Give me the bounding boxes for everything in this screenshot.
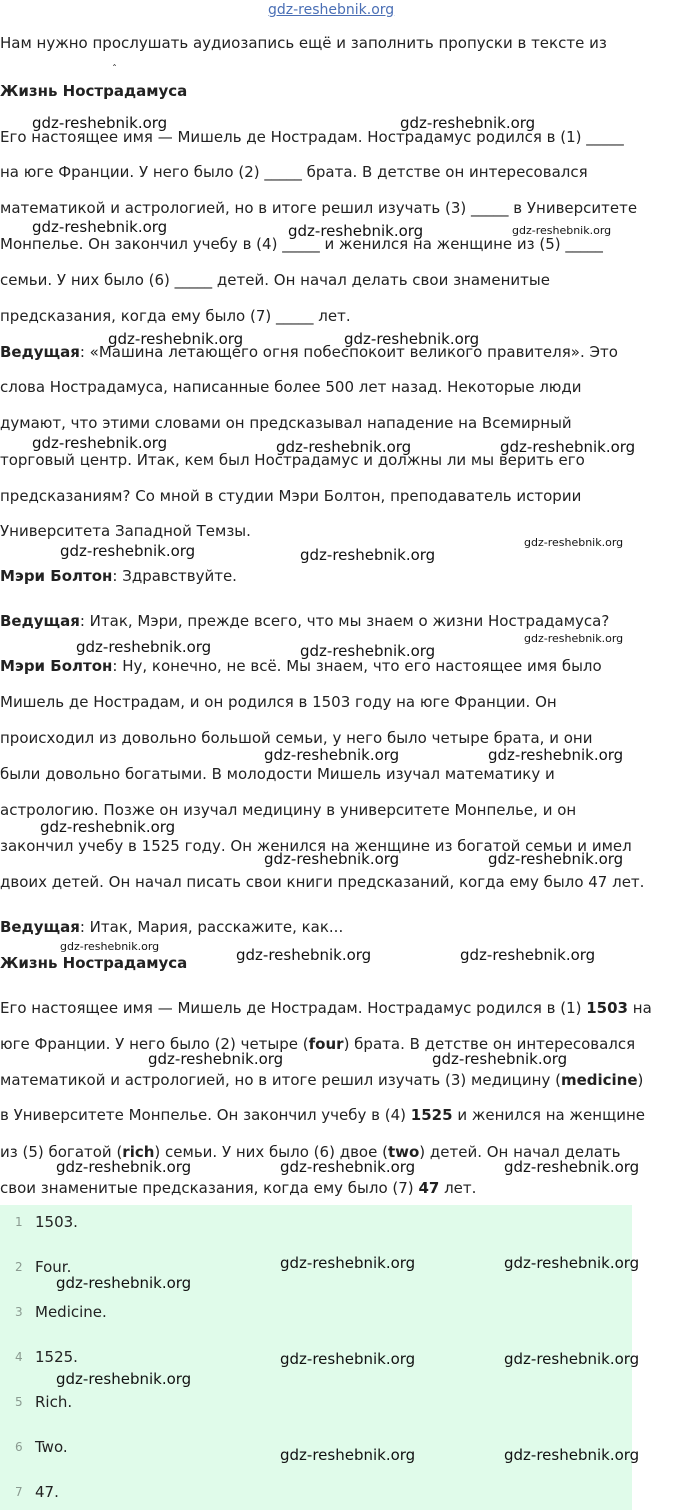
answer-text: Two. — [35, 1438, 68, 1456]
filled-answer: 47 — [418, 1179, 440, 1197]
watermark: gdz-reshebnik.org — [60, 542, 196, 560]
transcript-line: торговый центр. Итак, кем был Нострадамус и должны ли мы верить его — [0, 451, 585, 469]
watermark: gdz-reshebnik.org — [500, 438, 636, 456]
watermark: gdz-reshebnik.org — [76, 638, 212, 656]
watermark: gdz-reshebnik.org — [280, 1254, 416, 1272]
watermark: gdz-reshebnik.org — [400, 114, 536, 132]
watermark: gdz-reshebnik.org — [512, 224, 612, 237]
watermark: gdz-reshebnik.org — [108, 330, 244, 348]
transcript-line: думают, что этими словами он предсказывал нападение на Всемирный — [0, 414, 572, 432]
watermark: gdz-reshebnik.org — [56, 1274, 192, 1292]
watermark: gdz-reshebnik.org — [40, 818, 176, 836]
watermark: gdz-reshebnik.org — [60, 940, 160, 953]
filled-text-line: Его настоящее имя — Мишель де Нострадам. Нострадамус родился в (1) 1503 на — [0, 999, 652, 1017]
watermark: gdz-reshebnik.org — [504, 1158, 640, 1176]
watermark: gdz-reshebnik.org — [32, 218, 168, 236]
watermark: gdz-reshebnik.org — [264, 746, 400, 764]
transcript-line — [0, 918, 343, 936]
watermark: gdz-reshebnik.org — [56, 1370, 192, 1388]
watermark: gdz-reshebnik.org — [432, 1050, 568, 1068]
filled-text-line: в Университете Монпелье. Он закончил учебу в (4) 1525 и женился на женщине — [0, 1106, 645, 1124]
watermark-top[interactable]: gdz-reshebnik.org — [268, 2, 395, 18]
answer-number: 6 — [15, 1440, 23, 1454]
transcript-line: Мишель де Нострадам, и он родился в 1503 году на юге Франции. Он — [0, 693, 557, 711]
answer-number: 4 — [15, 1350, 23, 1364]
watermark: gdz-reshebnik.org — [288, 222, 424, 240]
watermark: gdz-reshebnik.org — [300, 642, 436, 660]
caret-mark: ˆ — [112, 64, 117, 75]
transcript-line: Университета Западной Темзы. — [0, 522, 251, 540]
gap-text-line: математикой и астрологией, но в итоге решил изучать (3) _____ в Университете — [0, 199, 638, 217]
transcript-line — [0, 612, 609, 630]
speech-text: : Итак, Мария, расскажите, как... — [79, 918, 344, 936]
filled-answer: medicine — [560, 1071, 638, 1089]
watermark: gdz-reshebnik.org — [56, 1158, 192, 1176]
answer-text: 1525. — [35, 1348, 78, 1366]
watermark: gdz-reshebnik.org — [276, 438, 412, 456]
filled-text-line: свои знаменитые предсказания, когда ему было (7) 47 лет. — [0, 1179, 477, 1197]
watermark: gdz-reshebnik.org — [280, 1350, 416, 1368]
transcript-line: слова Нострадамуса, написанные более 500 лет назад. Некоторые люди — [0, 378, 582, 396]
watermark: gdz-reshebnik.org — [236, 946, 372, 964]
transcript-line: астрологию. Позже он изучал медицину в университете Монпелье, и он — [0, 801, 577, 819]
watermark: gdz-reshebnik.org — [344, 330, 480, 348]
filled-text-line: математикой и астрологией, но в итоге решил изучать (3) медицину (medicine) — [0, 1071, 644, 1089]
filled-answer: 1525 — [410, 1106, 453, 1124]
answer-text: Medicine. — [35, 1303, 107, 1321]
speaker-guest: Мэри Болтон — [0, 657, 113, 675]
speech-text: : Здравствуйте. — [112, 567, 237, 585]
watermark: gdz-reshebnik.org — [264, 850, 400, 868]
filled-text-line: из (5) богатой (rich) семьи. У них было (6) двое (two) детей. Он начал делать — [0, 1143, 621, 1161]
gap-text-line: на юге Франции. У него было (2) _____ брата. В детстве он интересовался — [0, 163, 588, 181]
transcript-line: происходил из довольно большой семьи, у него было четыре брата, и они — [0, 729, 593, 747]
watermark: gdz-reshebnik.org — [488, 746, 624, 764]
answer-number: 5 — [15, 1395, 23, 1409]
answer-number: 1 — [15, 1215, 23, 1229]
watermark: gdz-reshebnik.org — [32, 434, 168, 452]
speaker-host: Ведущая — [0, 918, 80, 936]
watermark: gdz-reshebnik.org — [280, 1446, 416, 1464]
filled-answer: four — [308, 1035, 344, 1053]
filled-text-heading: Жизнь Нострадамуса — [0, 954, 188, 972]
watermark: gdz-reshebnik.org — [504, 1446, 640, 1464]
watermark: gdz-reshebnik.org — [524, 632, 624, 645]
transcript-line: двоих детей. Он начал писать свои книги предсказаний, когда ему было 47 лет. — [0, 873, 645, 891]
transcript-line — [0, 343, 618, 361]
gap-text-line: Монпелье. Он закончил учебу в (4) _____ и женился на женщине из (5) _____ — [0, 235, 603, 253]
speaker-host: Ведущая — [0, 343, 80, 361]
gap-text-heading: Жизнь Нострадамуса — [0, 82, 188, 100]
gap-text-line: Его настоящее имя — Мишель де Нострадам. Нострадамус родился в (1) _____ — [0, 128, 624, 146]
speaker-host: Ведущая — [0, 612, 80, 630]
watermark: gdz-reshebnik.org — [32, 114, 168, 132]
transcript-line: закончил учебу в 1525 году. Он женился на женщине из богатой семьи и имел — [0, 837, 632, 855]
task-instruction: Нам нужно прослушать аудиозапись ещё и заполнить пропуски в тексте из — [0, 34, 607, 52]
transcript-line: были довольно богатыми. В молодости Мишель изучал математику и — [0, 765, 555, 783]
filled-text-line: юге Франции. У него было (2) четыре (four) брата. В детстве он интересовался — [0, 1035, 636, 1053]
filled-answer: 1503 — [586, 999, 628, 1017]
transcript-line: предсказаниям? Со мной в студии Мэри Болтон, преподаватель истории — [0, 487, 582, 505]
speech-text: : «Машина летающего огня побеспокоит великого правителя». Это — [79, 343, 618, 361]
gap-text-line: семьи. У них было (6) _____ детей. Он начал делать свои знаменитые — [0, 271, 550, 289]
watermark: gdz-reshebnik.org — [300, 546, 436, 564]
watermark: gdz-reshebnik.org — [524, 536, 624, 549]
transcript-line — [0, 567, 237, 585]
speech-text: : Итак, Мэри, прежде всего, что мы знаем о жизни Нострадамуса? — [79, 612, 610, 630]
watermark: gdz-reshebnik.org — [504, 1254, 640, 1272]
answer-text: 1503. — [35, 1213, 78, 1231]
gap-text-line: предсказания, когда ему было (7) _____ лет. — [0, 307, 351, 325]
filled-answer: two — [387, 1143, 420, 1161]
watermark: gdz-reshebnik.org — [460, 946, 596, 964]
watermark: gdz-reshebnik.org — [504, 1350, 640, 1368]
speech-text: : Ну, конечно, не всё. Мы знаем, что его настоящее имя было — [112, 657, 602, 675]
filled-answer: rich — [122, 1143, 155, 1161]
answer-number: 7 — [15, 1485, 23, 1499]
answer-text: Rich. — [35, 1393, 73, 1411]
watermark: gdz-reshebnik.org — [280, 1158, 416, 1176]
answer-number: 2 — [15, 1260, 23, 1274]
answer-text: Four. — [35, 1258, 72, 1276]
watermark: gdz-reshebnik.org — [148, 1050, 284, 1068]
speaker-guest: Мэри Болтон — [0, 567, 113, 585]
watermark: gdz-reshebnik.org — [488, 850, 624, 868]
answer-text: 47. — [35, 1483, 59, 1501]
answer-number: 3 — [15, 1305, 23, 1319]
